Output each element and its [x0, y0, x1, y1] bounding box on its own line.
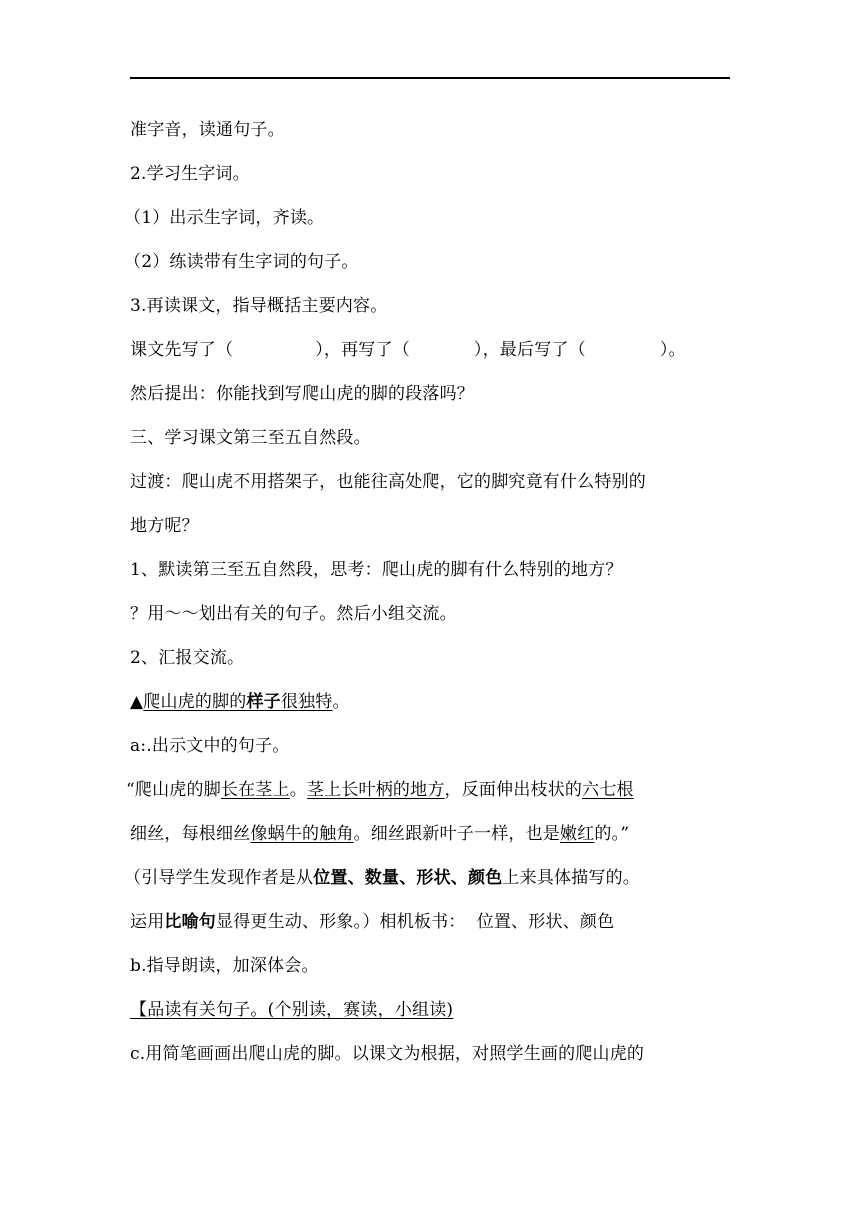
text-line	[130, 988, 730, 1032]
underlined-text: 像蜗牛的触角	[250, 824, 354, 844]
line-text: c.用简笔画画出爬山虎的脚。以课文为根据，对照学生画的爬山虎的	[130, 1044, 645, 1064]
line-text: ）。	[659, 340, 686, 360]
document-body	[124, 108, 730, 1076]
text-line	[130, 680, 730, 724]
line-text: （2）练读带有生字词的句子。	[124, 252, 359, 272]
line-text: “爬山虎的脚	[126, 780, 221, 800]
text-line	[130, 1032, 730, 1076]
line-text: 课文先写了（	[130, 340, 234, 360]
line-text: 然后提出：你能找到写爬山虎的脚的段落吗？	[130, 384, 474, 404]
line-text: 准字音，读通句子。	[130, 120, 285, 140]
underlined-text: 嫩红	[560, 824, 595, 844]
underlined-text: 【品读有关句子。(个别读，赛读，小组读)	[130, 1000, 454, 1020]
header-rule	[130, 77, 730, 79]
line-text: （1）出示生字词，齐读。	[124, 208, 325, 228]
line-text: 的。”	[594, 824, 630, 844]
underlined-text: 爬山虎的脚的	[143, 692, 247, 712]
text-line	[130, 284, 730, 328]
line-text: ），最后写了（	[473, 340, 586, 360]
text-line	[124, 240, 730, 284]
line-text: 运用	[130, 912, 165, 932]
line-text: 2.学习生字词。	[130, 164, 250, 184]
line-text: 1、默读第三至五自然段，思考：爬山虎的脚有什么特别的地方？	[130, 560, 623, 580]
text-line	[130, 108, 730, 152]
triangle-bullet: ▲	[130, 692, 144, 712]
bold-text: 位置、数量、形状、颜色	[313, 868, 503, 888]
line-text: 三、学习课文第三至五自然段。	[130, 428, 371, 448]
line-text: 过渡：爬山虎不用搭架子，也能往高处爬，它的脚究竟有什么特别的	[130, 472, 646, 492]
line-text: 3.再读课文，指导概括主要内容。	[130, 296, 388, 316]
line-text: ，反面伸出枝状的	[444, 780, 583, 800]
underlined-text: 长在茎上	[220, 780, 290, 800]
text-line	[130, 372, 730, 416]
line-text: 细丝，每根细丝	[130, 824, 251, 844]
text-line	[130, 636, 730, 680]
bold-text: 样子	[246, 692, 281, 712]
bold-text: 比喻句	[164, 912, 217, 932]
text-line	[130, 460, 730, 504]
line-text: 显得更生动、形象。）相机板书： 位置、形状、颜色	[216, 912, 615, 932]
text-line	[130, 592, 730, 636]
text-line	[130, 724, 730, 768]
quote-line	[130, 812, 730, 856]
line-text: （引导学生发现作者是从	[124, 868, 314, 888]
quote-line	[126, 768, 730, 812]
underlined-text: 茎上长叶柄的地方	[306, 780, 445, 800]
section-heading	[130, 416, 730, 460]
text-line	[124, 196, 730, 240]
text-line	[130, 944, 730, 988]
line-text: a:.出示文中的句子。	[130, 736, 290, 756]
line-text: 。	[289, 780, 307, 800]
text-line	[130, 504, 730, 548]
underlined-text: 六七根	[582, 780, 634, 800]
line-text: b.指导朗读，加深体会。	[130, 956, 319, 976]
text-line	[130, 548, 730, 592]
line-text: 上来具体描写的。	[502, 868, 641, 888]
line-text: ），再写了（	[315, 340, 410, 360]
text-line	[124, 856, 730, 900]
fill-blank-line	[130, 328, 730, 372]
line-text: 地方呢？	[130, 516, 199, 536]
text-line	[130, 900, 730, 944]
line-text: 2、汇报交流。	[130, 648, 245, 668]
text-line	[130, 152, 730, 196]
line-text: ？用～～划出有关的句子。然后小组交流。	[130, 604, 457, 624]
line-text: 。	[332, 692, 350, 712]
underlined-text: 很独特	[280, 692, 333, 712]
line-text: 。细丝跟新叶子一样，也是	[353, 824, 561, 844]
